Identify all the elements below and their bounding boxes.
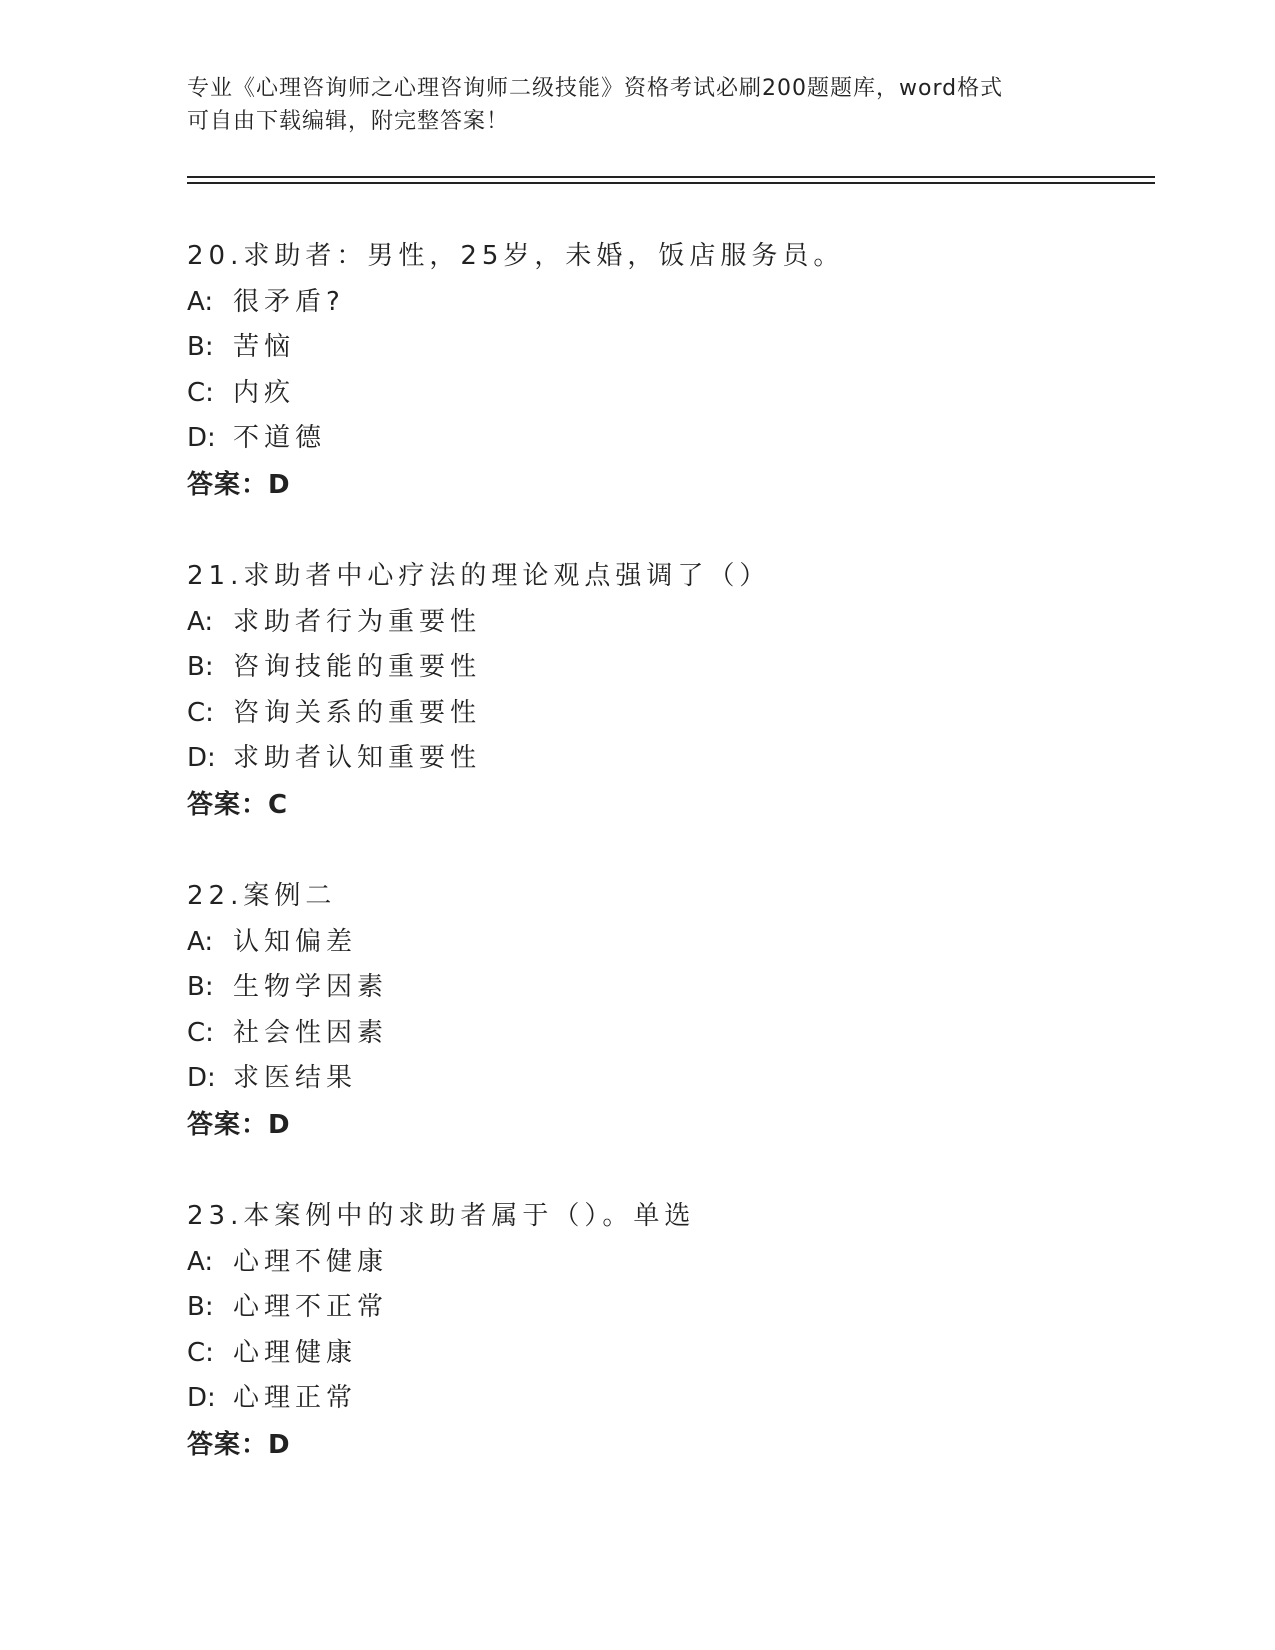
option-text: 社会性因素 bbox=[233, 1017, 389, 1048]
option-text: 心理不健康 bbox=[233, 1246, 389, 1277]
answer-line: 答案：C bbox=[187, 789, 289, 820]
option-key: A: bbox=[187, 606, 214, 637]
question-list bbox=[187, 234, 1147, 1514]
option-key: B: bbox=[187, 332, 214, 362]
question-stem: 22.案例二 bbox=[187, 881, 337, 911]
answer-line: 答案：D bbox=[187, 1109, 291, 1140]
option-d bbox=[187, 1056, 1147, 1102]
option-b bbox=[187, 965, 1147, 1011]
option-text: 心理不正常 bbox=[233, 1292, 389, 1322]
answer-line: 答案：D bbox=[187, 1429, 291, 1460]
option-key: C: bbox=[187, 377, 214, 408]
option-key: C: bbox=[187, 1017, 214, 1048]
header-divider-bottom bbox=[187, 182, 1155, 184]
option-text: 咨询关系的重要性 bbox=[233, 697, 482, 728]
option-a bbox=[187, 600, 1147, 646]
header-divider-top bbox=[187, 176, 1155, 178]
option-key: C: bbox=[187, 1337, 214, 1368]
question-stem: 23.本案例中的求助者属于（）。单选 bbox=[187, 1201, 696, 1231]
document-header bbox=[187, 72, 1087, 138]
option-a bbox=[187, 920, 1147, 966]
option-key: D: bbox=[187, 743, 216, 773]
option-d bbox=[187, 736, 1147, 782]
header-line-1: 专业《心理咨询师之心理咨询师二级技能》资格考试必刷200题题库，word格式 bbox=[187, 76, 1004, 101]
option-a bbox=[187, 280, 1147, 326]
option-b bbox=[187, 645, 1147, 691]
option-key: D: bbox=[187, 423, 216, 453]
option-c bbox=[187, 1331, 1147, 1377]
question-20 bbox=[187, 234, 1147, 554]
option-b bbox=[187, 1285, 1147, 1331]
option-key: B: bbox=[187, 1292, 214, 1322]
option-key: A: bbox=[187, 1246, 214, 1277]
option-key: D: bbox=[187, 1383, 216, 1413]
answer-line: 答案：D bbox=[187, 469, 291, 500]
option-d bbox=[187, 1376, 1147, 1422]
option-key: B: bbox=[187, 652, 214, 682]
option-key: B: bbox=[187, 972, 214, 1002]
option-key: D: bbox=[187, 1063, 216, 1093]
option-c bbox=[187, 371, 1147, 417]
option-text: 苦恼 bbox=[233, 332, 296, 362]
option-text: 咨询技能的重要性 bbox=[233, 652, 482, 682]
option-text: 不道德 bbox=[233, 423, 327, 453]
option-b bbox=[187, 325, 1147, 371]
option-c bbox=[187, 691, 1147, 737]
option-key: A: bbox=[187, 286, 214, 317]
option-text: 求助者认知重要性 bbox=[233, 743, 482, 773]
option-text: 心理健康 bbox=[233, 1337, 358, 1368]
option-c bbox=[187, 1011, 1147, 1057]
option-key: A: bbox=[187, 926, 214, 957]
option-text: 认知偏差 bbox=[233, 926, 358, 957]
question-22 bbox=[187, 874, 1147, 1194]
question-stem: 20.求助者：男性，25岁，未婚，饭店服务员。 bbox=[187, 241, 845, 271]
header-line-2: 可自由下载编辑，附完整答案！ bbox=[187, 109, 510, 134]
option-text: 求助者行为重要性 bbox=[233, 606, 482, 637]
option-text: 求医结果 bbox=[233, 1063, 358, 1093]
question-21 bbox=[187, 554, 1147, 874]
question-stem: 21.求助者中心疗法的理论观点强调了（） bbox=[187, 561, 771, 591]
option-text: 生物学因素 bbox=[233, 972, 389, 1002]
option-d bbox=[187, 416, 1147, 462]
question-23 bbox=[187, 1194, 1147, 1514]
option-a bbox=[187, 1240, 1147, 1286]
option-text: 很矛盾? bbox=[233, 286, 345, 317]
option-key: C: bbox=[187, 697, 214, 728]
option-text: 内疚 bbox=[233, 377, 296, 408]
option-text: 心理正常 bbox=[233, 1383, 358, 1413]
